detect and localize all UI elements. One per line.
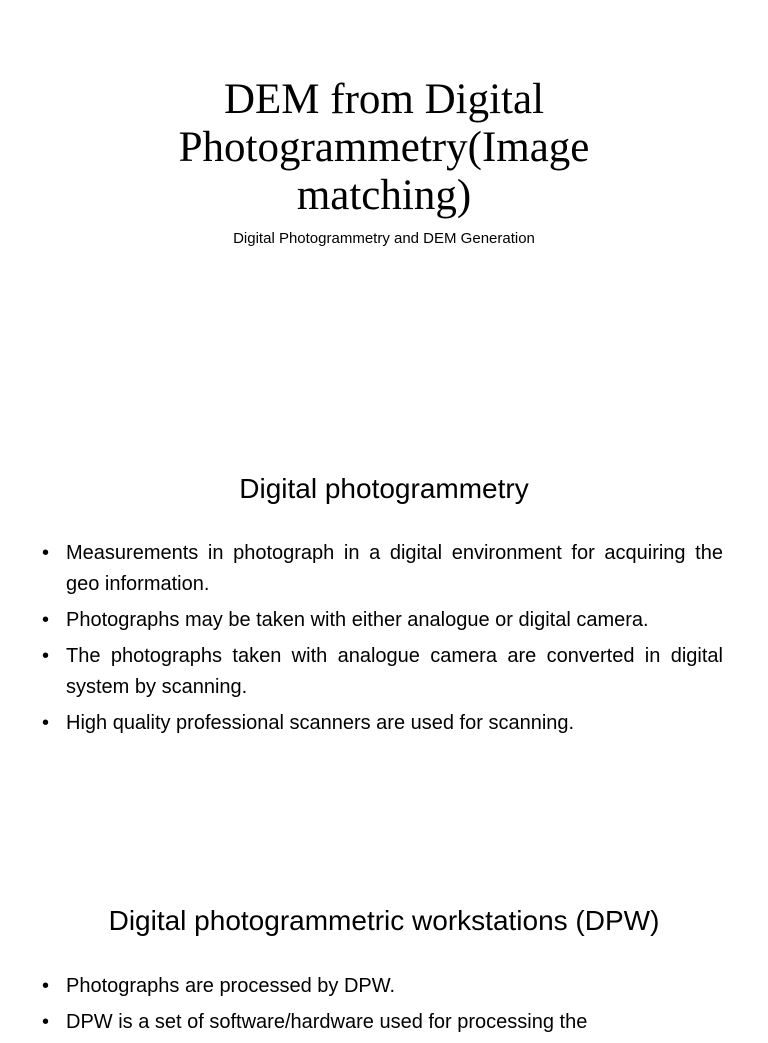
slide-digital-photogrammetry bbox=[0, 432, 768, 864]
bullet-text: Measurements in photograph in a digital environment for acquiring the geo information. bbox=[66, 542, 723, 595]
bullet-text: The photographs taken with analogue camera are converted in digital system by scanning. bbox=[66, 645, 723, 698]
bullet-list bbox=[40, 971, 723, 1043]
bullet-icon: • bbox=[42, 609, 50, 631]
presentation-title bbox=[0, 76, 768, 220]
bullet-item bbox=[40, 605, 723, 636]
bullet-item bbox=[40, 708, 723, 739]
bullet-text: DPW is a set of software/hardware used for processing the bbox=[66, 1011, 588, 1033]
bullet-text: Photographs are processed by DPW. bbox=[66, 975, 396, 997]
bullet-list bbox=[40, 538, 723, 744]
bullet-icon: • bbox=[42, 542, 50, 564]
bullet-icon: • bbox=[42, 1011, 50, 1033]
slide-title bbox=[0, 0, 768, 432]
bullet-item bbox=[40, 538, 723, 600]
slide-heading: Digital photogrammetry bbox=[239, 473, 529, 504]
title-line: matching) bbox=[296, 172, 472, 219]
bullet-icon: • bbox=[42, 975, 50, 997]
slide-heading: Digital photogrammetric workstations (DPW) bbox=[108, 905, 660, 936]
bullet-item bbox=[40, 971, 723, 1002]
bullet-text: High quality professional scanners are used for scanning. bbox=[66, 712, 575, 734]
title-line: Photogrammetry(Image bbox=[178, 124, 590, 171]
title-line: DEM from Digital bbox=[223, 76, 545, 123]
bullet-text: Photographs may be taken with either analogue or digital camera. bbox=[66, 609, 649, 631]
slide-dpw bbox=[0, 864, 768, 1033]
bullet-icon: • bbox=[42, 645, 50, 667]
bullet-item bbox=[40, 641, 723, 703]
bullet-item bbox=[40, 1007, 723, 1038]
bullet-icon: • bbox=[42, 712, 50, 734]
presentation-subtitle: Digital Photogrammetry and DEM Generation bbox=[233, 230, 535, 247]
